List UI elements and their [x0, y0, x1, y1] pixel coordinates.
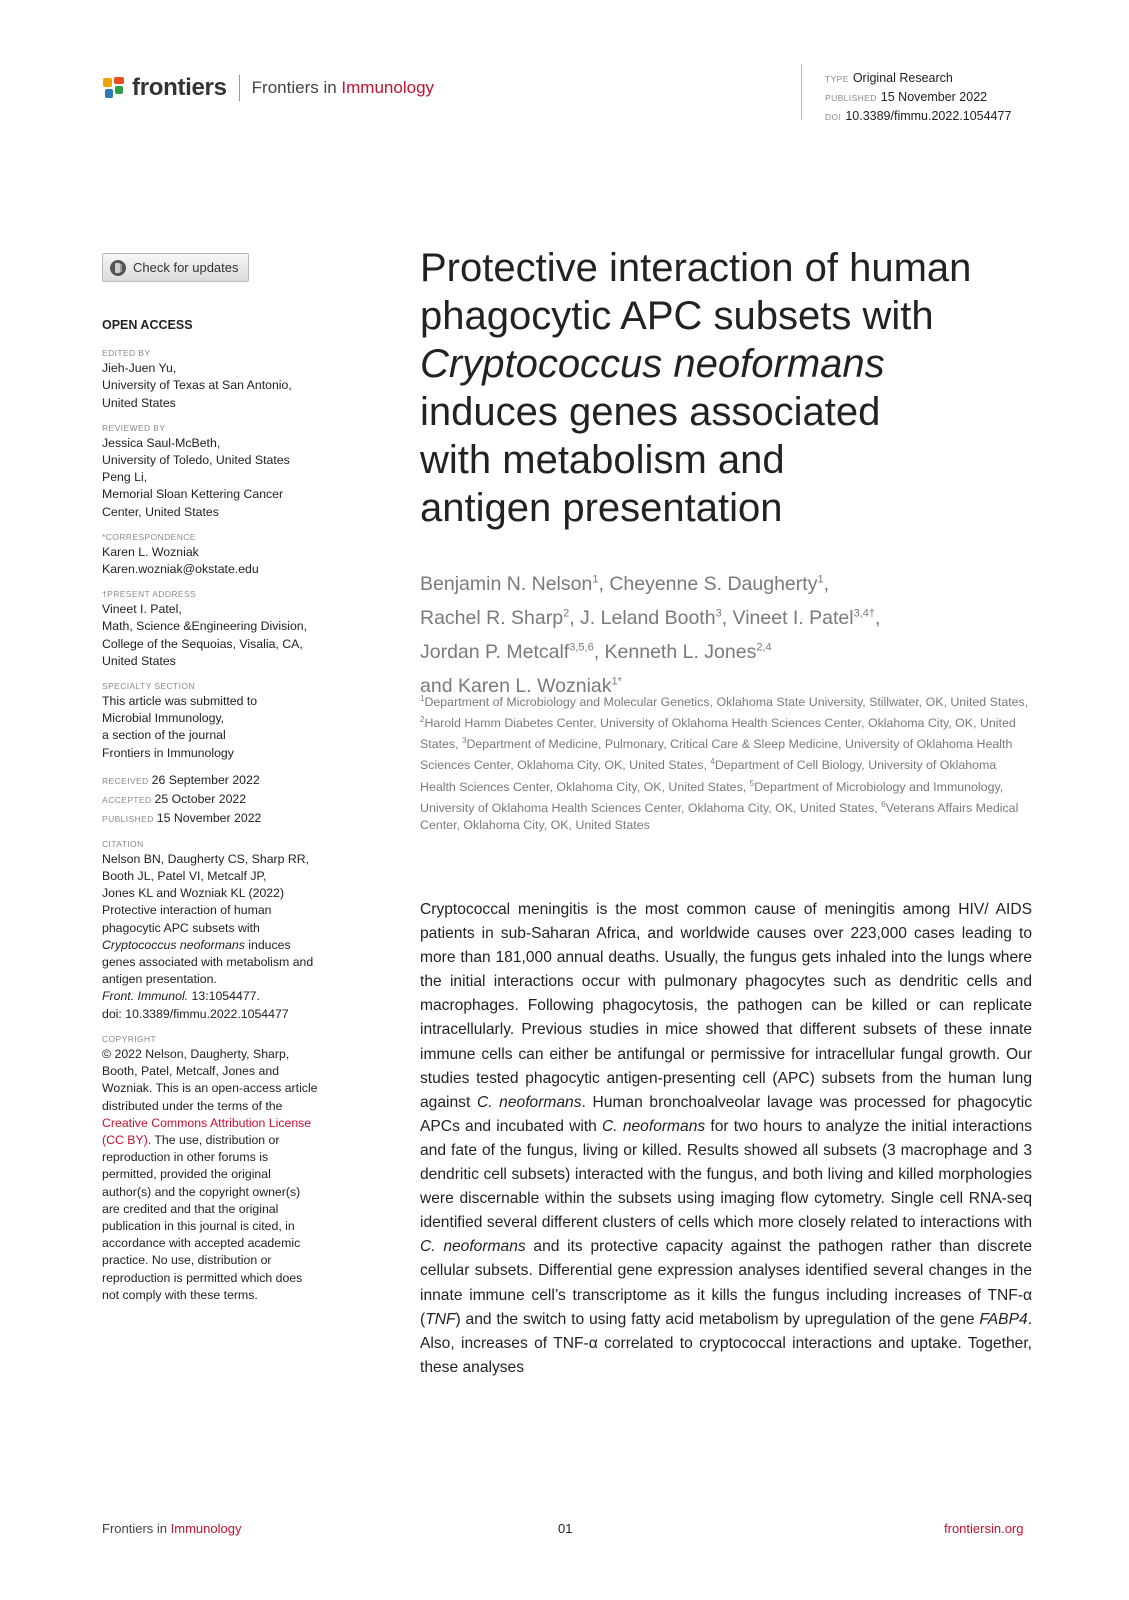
logo-wordmark: frontiers	[132, 74, 227, 101]
page-number: 01	[558, 1521, 573, 1536]
copyright-section: COPYRIGHT © 2022 Nelson, Daugherty, Sharp, Booth, Patel, Metcalf, Jones and Wozniak. This is an open-access article distributed under the terms of the Creative Commons Attribution License (CC BY). The use, distribution or reproduction in other forums is permitted, provided the original author(s) and the copyright owner(s) are credited and that the original publication in this journal is cited, in accordance with accepted academic practice. No use, distribution or reproduction is permitted which does not comply with these terms.	[102, 1032, 347, 1304]
citation-doi[interactable]: doi: 10.3389/fimmu.2022.1054477	[102, 1006, 289, 1021]
check-updates-label: Check for updates	[133, 260, 239, 275]
logo-divider	[239, 75, 240, 101]
citation-section: CITATION Nelson BN, Daugherty CS, Sharp RR, Booth JL, Patel VI, Metcalf JP, Jones KL and Wozniak KL (2022) Protective interaction of human phagocytic APC subsets with Cryptococcus neoformans induces genes associated with metabolism and antigen presentation. Front. Immunol. 13:1054477. doi: 10.3389/fimmu.2022.1054477	[102, 837, 347, 1023]
author-list	[420, 565, 1040, 701]
author: Cheyenne S. Daugherty$^1$,	[609, 572, 829, 595]
reviewed-by-section: REVIEWED BY Jessica Saul-McBeth, University of Toledo, United States Peng Li, Memorial Sloan Kettering Cancer Center, United States	[102, 422, 290, 519]
author: Vineet I. Patel$^{3,4\dagger}$,	[732, 606, 881, 629]
article-title: Protective interaction of human phagocytic APC subsets with Cryptococcus neoformans induces genes associated with metabolism and antigen presentation	[420, 246, 972, 530]
open-access-label: OPEN ACCESS	[102, 318, 193, 332]
edited-by-section: EDITED BY Jieh-Juen Yu, University of Texas at San Antonio, United States	[102, 348, 292, 410]
author: Benjamin N. Nelson$^1$,	[420, 572, 610, 595]
author: Rachel R. Sharp$^2$,	[420, 606, 581, 629]
update-badge-icon	[109, 259, 127, 277]
author: Kenneth L. Jones$^{2,4}$	[604, 640, 772, 663]
journal-logo	[102, 73, 434, 103]
article-published: PUBLISHED 15 November 2022	[825, 90, 988, 104]
journal-name: Frontiers in Immunology	[251, 78, 435, 97]
dates-section: RECEIVED 26 September 2022 ACCEPTED 25 October 2022 PUBLISHED 15 November 2022	[102, 772, 262, 825]
article-type: TYPE Original Research	[825, 71, 953, 85]
license-link-cont[interactable]: (CC BY).	[102, 1132, 152, 1147]
article-meta	[825, 69, 1011, 126]
header-divider	[801, 64, 802, 120]
license-link[interactable]: Creative Commons Attribution License	[102, 1115, 312, 1130]
frontiers-logo-icon	[102, 76, 126, 100]
article-doi: DOI 10.3389/fimmu.2022.1054477	[825, 109, 1012, 123]
author: Jordan P. Metcalf$^{3,5,6}$,	[420, 640, 605, 663]
author: and Karen L. Wozniak$^{1*}$	[420, 674, 622, 697]
author: J. Leland Booth$^3$,	[580, 606, 733, 629]
footer-journal: Frontiers in Immunology	[102, 1521, 242, 1536]
affiliations: $^1$Department of Microbiology and Molecular Genetics, Oklahoma State University, Stillwater, OK, United States, $^2$Harold Hamm Diabetes Center, University of Oklahoma Health Sciences Center, Oklahoma City, OK, United States, $^3$Department of Medicine, Pulmonary, Critical Care & Sleep Medicine, University of Oklahoma Health Sciences Center, Oklahoma City, OK, United States, $^4$Department of Cell Biology, University of Oklahoma Health Sciences Center, Oklahoma City, OK, United States, $^5$Department of Microbiology and Immunology, University of Oklahoma Health Sciences Center, Oklahoma City, OK, United States, $^6$Veterans Affairs Medical Center, Oklahoma City, OK, United States	[420, 694, 1029, 832]
abstract-text: Cryptococcal meningitis is the most common cause of meningitis among HIV/ AIDS patients in sub-Saharan Africa, and worldwide causes over 223,000 cases leading to more than 181,000 annual deaths. Usually, the fungus gets inhaled into the lungs where the initial interactions occur with pulmonary phagocytes such as dendritic cells and macrophages. Following phagocytosis, the pathogen can be killed or can replicate intracellularly. Previous studies in mice showed that different subsets of these innate immune cells can either be antifungal or permissive for intracellular fungal growth. Our studies tested phagocytic antigen-presenting cell (APC) subsets from the human lung against C. neoformans. Human bronchoalveolar lavage was processed for phagocytic APCs and incubated with C. neoformans for two hours to analyze the initial interactions and fate of the fungus, living or killed. Results showed all subsets (3 macrophage and 3 dendritic cell subsets) interacted with the fungus, and both living and killed morphologies were discernable within the subsets using imaging flow cytometry. Single cell RNA-seq identified several different clusters of cells which more closely related to interactions with C. neoformans and its protective capacity against the pathogen rather than discrete cellular subsets. Differential gene expression analyses identified several changes in the innate immune cell’s transcriptome as it kills the fungus including increases of TNF-α (TNF) and the switch to using fatty acid metabolism by upregulation of the gene FABP4. Also, increases of TNF-α correlated to cryptococcal interactions and uptake. Together, these analyses	[420, 901, 1032, 1376]
specialty-section: SPECIALTY SECTION This article was submitted to Microbial Immunology, a section of the journal Frontiers in Immunology	[102, 681, 258, 760]
article-info-sidebar	[102, 317, 347, 1313]
present-address-section: †PRESENT ADDRESS Vineet I. Patel, Math, Science &Engineering Division, College of the Sequoias, Visalia, CA, United States	[102, 589, 308, 668]
correspondence-section: *CORRESPONDENCE Karen L. Wozniak Karen.wozniak@okstate.edu	[102, 530, 347, 578]
correspondence-email[interactable]: Karen.wozniak@okstate.edu	[102, 562, 259, 577]
check-updates-button[interactable]	[102, 253, 249, 282]
footer-site-link[interactable]: frontiersin.org	[944, 1521, 1024, 1536]
